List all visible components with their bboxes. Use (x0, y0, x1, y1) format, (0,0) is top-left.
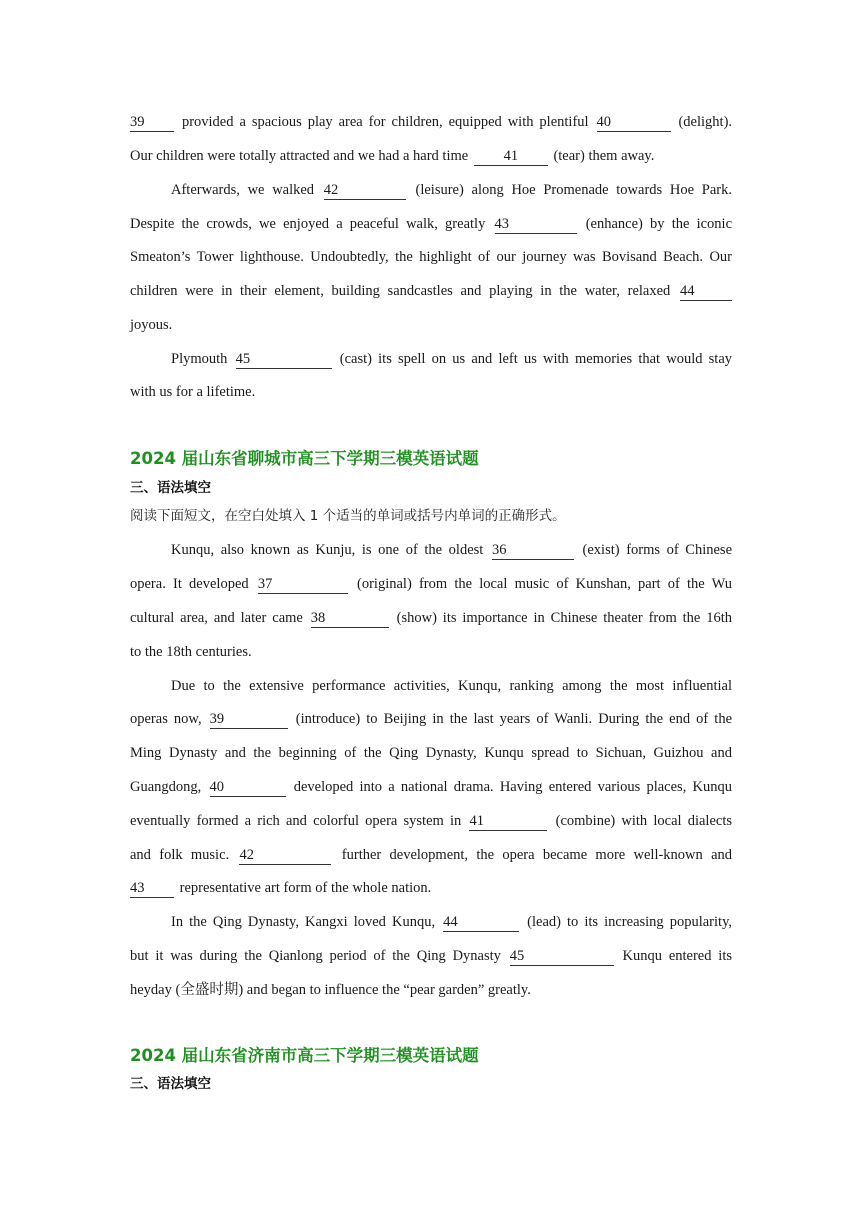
text: Afterwards, we walked (171, 182, 315, 198)
blank-44: 44 (680, 283, 732, 301)
blank-42: 42 (324, 182, 406, 200)
text: with us for a lifetime. (130, 384, 256, 400)
text: Ming Dynasty and the beginning of the Qing Dynasty, Kunqu spread to Sichuan, Guizhou and (130, 745, 732, 761)
passage1-line3 (171, 173, 732, 207)
kunqu-line7 (130, 736, 732, 770)
text: Kunqu entered its (622, 948, 732, 964)
text: Despite the crowds, we enjoyed a peaceful walk, greatly (130, 216, 486, 232)
blank-41: 41 (469, 813, 547, 831)
blank-36: 36 (492, 542, 574, 560)
passage1-line5 (130, 240, 732, 274)
text: (original) from the local music of Kunshan, part of the Wu (357, 576, 733, 592)
text: Our children were totally attracted and we had a hard time (130, 148, 469, 164)
kunqu-line10 (130, 838, 732, 872)
section2-title: 2024 届山东省聊城市高三下学期三模英语试题 (130, 449, 479, 468)
text: Guangdong, (130, 779, 202, 795)
text: (lead) to its increasing popularity, (527, 914, 733, 930)
passage1-line1 (130, 105, 732, 139)
blank-38: 38 (311, 610, 389, 628)
passage1-line7 (130, 308, 732, 342)
kunqu-line4 (130, 635, 732, 669)
text: eventually formed a rich and colorful opera system in (130, 813, 462, 829)
passage1-line9 (130, 375, 732, 409)
text: (exist) forms of Chinese (582, 542, 733, 558)
kunqu-line12 (171, 905, 732, 939)
kunqu-line1 (171, 533, 732, 567)
text: Plymouth (171, 351, 228, 367)
blank-45: 45 (236, 351, 332, 369)
text: provided a spacious play area for children, equipped with plentiful (181, 114, 589, 130)
section3-heading: 三、语法填空 (130, 1076, 211, 1092)
kunqu-line13 (130, 939, 732, 973)
text: representative art form of the whole nation. (179, 880, 432, 896)
blank-41: 41 (474, 148, 548, 166)
text: opera. It developed (130, 576, 249, 592)
blank-43: 43 (130, 880, 174, 898)
kunqu-line14 (130, 973, 732, 1007)
text: but it was during the Qianlong period of the Qing Dynasty (130, 948, 501, 964)
text: joyous. (130, 317, 173, 333)
section2-heading: 三、语法填空 (130, 480, 211, 496)
text: (leisure) along Hoe Promenade towards Hoe Park. (415, 182, 732, 198)
text: (tear) them away. (553, 148, 655, 164)
text: Kunqu, also known as Kunju, is one of the oldest (171, 542, 484, 558)
kunqu-line9 (130, 804, 732, 838)
text: (show) its importance in Chinese theater from the 16th (396, 610, 733, 626)
text: Due to the extensive performance activities, Kunqu, ranking among the most influential (171, 678, 732, 694)
blank-43: 43 (495, 216, 577, 234)
text: operas now, (130, 711, 202, 727)
text: developed into a national drama. Having entered various places, Kunqu (293, 779, 732, 795)
kunqu-line11 (130, 871, 732, 905)
passage1-line4 (130, 207, 732, 241)
kunqu-line8 (130, 770, 732, 804)
text: (introduce) to Beijing in the last years of Wanli. During the end of the (295, 711, 733, 727)
section2-instruction: 阅读下面短文，在空白处填入 1 个适当的单词或括号内单词的正确形式。 (130, 508, 566, 524)
blank-39: 39 (130, 114, 174, 132)
section3-title: 2024 届山东省济南市高三下学期三模英语试题 (130, 1046, 479, 1065)
blank-40: 40 (210, 779, 286, 797)
text: In the Qing Dynasty, Kangxi loved Kunqu, (171, 914, 436, 930)
text: children were in their element, building sandcastles and playing in the water, relaxed (130, 283, 671, 299)
blank-40: 40 (597, 114, 671, 132)
passage1-line8 (171, 342, 732, 376)
blank-44: 44 (443, 914, 519, 932)
text: and folk music. (130, 847, 230, 863)
text: heyday (全盛时期) and began to influence the “pear garden” greatly. (130, 982, 531, 998)
text: (enhance) by the iconic (585, 216, 733, 232)
kunqu-line2 (130, 567, 732, 601)
text: cultural area, and later came (130, 610, 303, 626)
passage1-line2 (130, 139, 732, 173)
kunqu-line3 (130, 601, 732, 635)
text: further development, the opera became more well-known and (341, 847, 733, 863)
text: (combine) with local dialects (555, 813, 733, 829)
blank-37: 37 (258, 576, 348, 594)
text: Smeaton’s Tower lighthouse. Undoubtedly, the highlight of our journey was Bovisand Beach. Our (130, 249, 732, 265)
blank-39: 39 (210, 711, 288, 729)
kunqu-line6 (130, 702, 732, 736)
text: (delight). (678, 114, 733, 130)
text: to the 18th centuries. (130, 644, 252, 660)
blank-45: 45 (510, 948, 614, 966)
blank-42: 42 (239, 847, 331, 865)
text: (cast) its spell on us and left us with memories that would stay (339, 351, 733, 367)
kunqu-line5 (171, 669, 732, 703)
passage1-line6 (130, 274, 732, 308)
